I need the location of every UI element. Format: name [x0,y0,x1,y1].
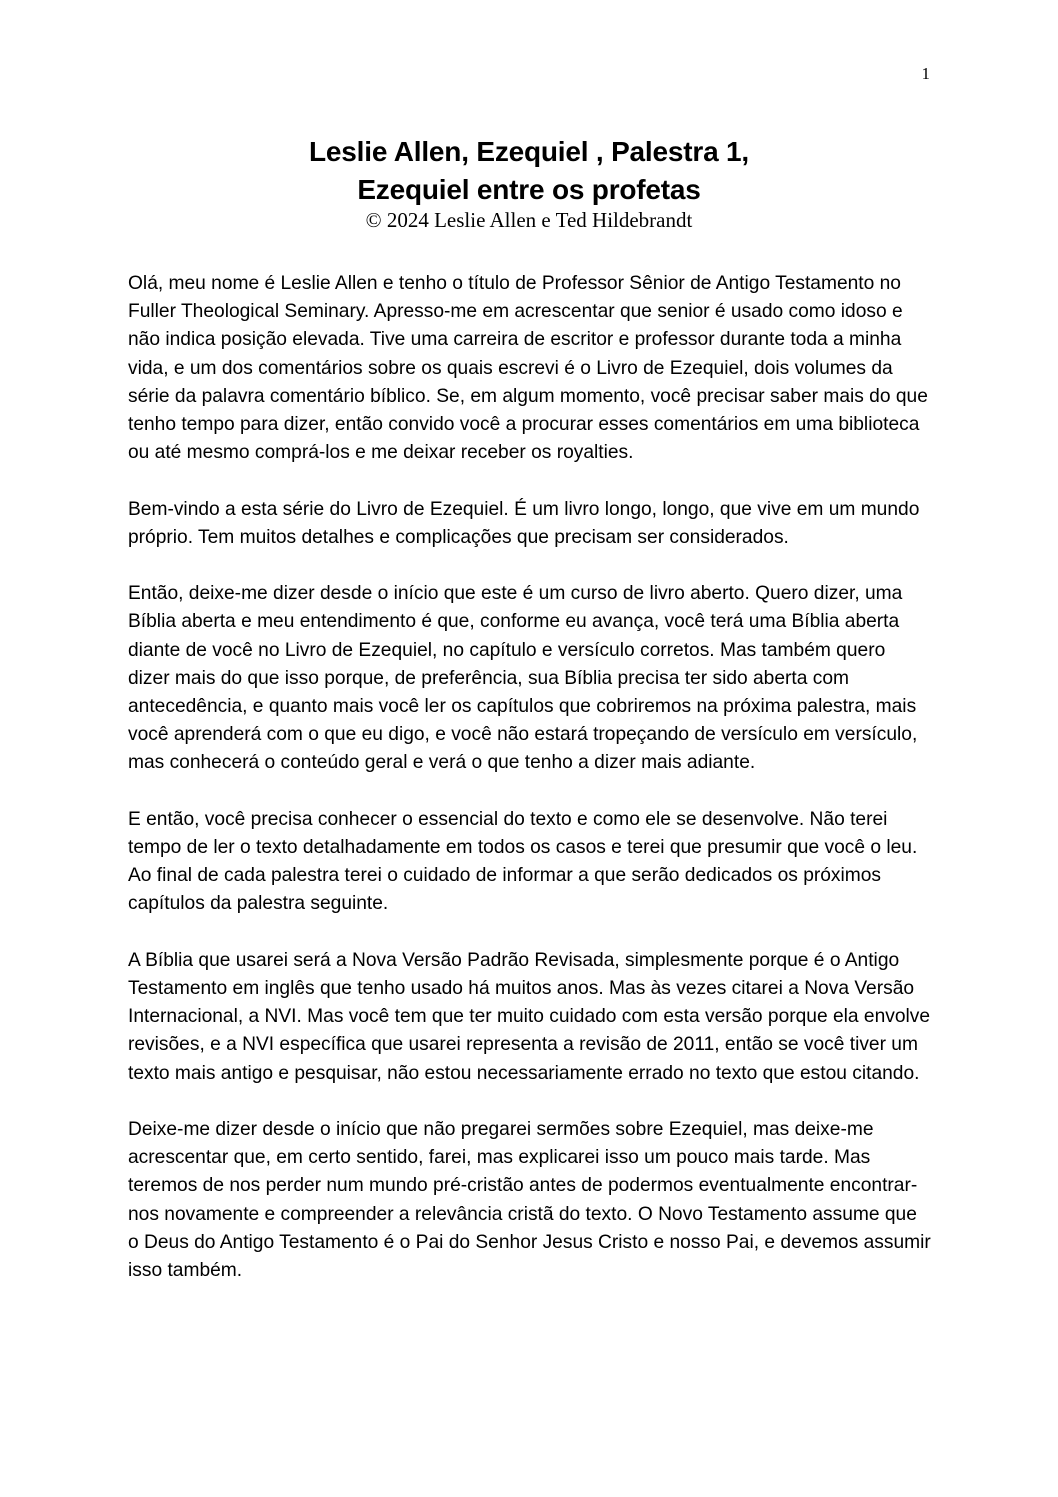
paragraph: Bem-vindo a esta série do Livro de Ezequiel. É um livro longo, longo, que vive em um mundo próprio. Tem muitos detalhes e complicações que precisam ser considerados. [128,498,920,548]
page-number: 1 [921,64,930,83]
title-block [0,133,1058,233]
copyright-notice: © 2024 Leslie Allen e Ted Hildebrandt [365,208,693,232]
document-title-line-1: Leslie Allen, Ezequiel , Palestra 1, [309,136,749,167]
paragraph: Deixe-me dizer desde o início que não pregarei sermões sobre Ezequiel, mas deixe-me acrescentar que, em certo sentido, farei, mas explicarei isso um pouco mais tarde. Mas teremos de nos perder num mundo pré-cristão antes de podermos eventualmente encontrar-nos novamente e compreender a relevância cristã do texto. O Novo Testamento assume que o Deus do Antigo Testamento é o Pai do Senhor Jesus Cristo e nosso Pai, e devemos assumir isso também. [128,1119,931,1282]
paragraph: Olá, meu nome é Leslie Allen e tenho o título de Professor Sênior de Antigo Testamento no Fuller Theological Seminary. Apresso-me em acrescentar que senior é usado como idoso e não indica posição elevada. Tive uma carreira de escritor e professor durante toda a minha vida, e um dos comentários sobre os quais escrevi é o Livro de Ezequiel, dois volumes da série da palavra comentário bíblico. Se, em algum momento, você precisar saber mais do que tenho tempo para dizer, então convido você a procurar esses comentários em uma biblioteca ou até mesmo comprá-los e me deixar receber os royalties. [128,273,928,464]
document-body [128,270,932,1313]
paragraph: E então, você precisa conhecer o essencial do texto e como ele se desenvolve. Não terei tempo de ler o texto detalhadamente em todos os casos e terei que presumir que você o leu. Ao final de cada palestra terei o cuidado de informar a que serão dedicados os próximos capítulos da palestra seguinte. [128,808,918,915]
paragraph: Então, deixe-me dizer desde o início que este é um curso de livro aberto. Quero dizer, uma Bíblia aberta e meu entendimento é que, conforme eu avança, você terá uma Bíblia aberta diante de você no Livro de Ezequiel, no capítulo e versículo corretos. Mas também quero dizer mais do que isso porque, de preferência, sua Bíblia precisa ter sido aberta com antecedência, e quanto mais você ler os capítulos que cobriremos na próxima palestra, mais você aprenderá com o que eu digo, e você não estará tropeçando de versículo em versículo, mas conhecerá o conteúdo geral e verá o que tenho a dizer mais adiante. [128,583,918,774]
paragraph: A Bíblia que usarei será a Nova Versão Padrão Revisada, simplesmente porque é o Antigo Testamento em inglês que tenho usado há muitos anos. Mas às vezes citarei a Nova Versão Internacional, a NVI. Mas você tem que ter muito cuidado com esta versão porque ela envolve revisões, e a NVI específica que usarei representa a revisão de 2011, então se você tiver um texto mais antigo e pesquisar, não estou necessariamente errado no texto que estou citando. [128,949,931,1084]
document-title-line-2: Ezequiel entre os profetas [357,174,701,205]
